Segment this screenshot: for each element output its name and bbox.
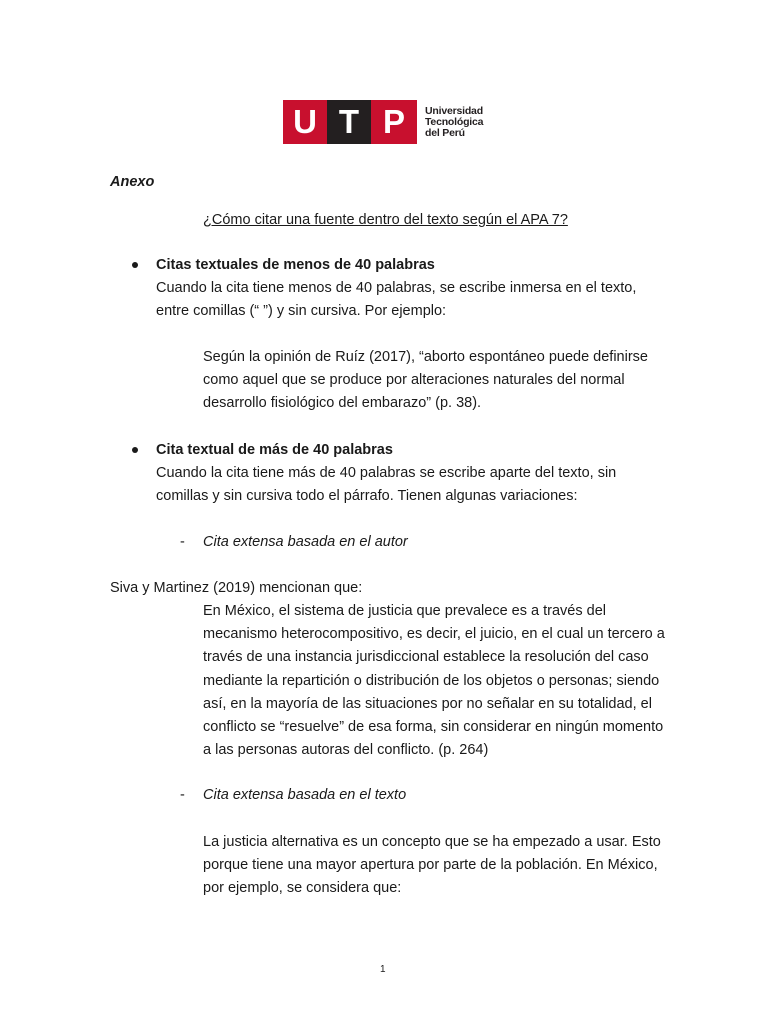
example-line: desarrollo fisiológico del embarazo” (p. 38).: [203, 395, 482, 412]
variant-1-intro: Siva y Martinez (2019) mencionan que:: [110, 580, 363, 596]
logo-line-2: Tecnológica: [425, 115, 484, 128]
logo-line-3: del Perú: [425, 126, 465, 139]
annex-label: Anexo: [110, 174, 155, 190]
quote-line: porque tiene una mayor apertura por parte de la población. En México,: [203, 857, 658, 874]
variant-2-label: Cita extensa basada en el texto: [203, 787, 407, 803]
variant-2-quote: [203, 831, 661, 901]
quote-line: mediante la repartición o distribución de los objetos o personas; siendo: [203, 672, 660, 689]
dash-marker: -: [180, 787, 185, 803]
quote-line: través de una instancia jurisdiccional establece la resolución del caso: [203, 649, 649, 666]
utp-logo: [283, 100, 483, 144]
logo-wordmark: [425, 106, 483, 139]
logo-letter-t: T: [327, 100, 371, 144]
example-line: Según la opinión de Ruíz (2017), “aborto espontáneo puede definirse: [203, 349, 648, 365]
section-2-line-1: Cuando la cita tiene más de 40 palabras se escribe aparte del texto, sin: [156, 465, 617, 481]
section-1-line-1: Cuando la cita tiene menos de 40 palabras, se escribe inmersa en el texto,: [156, 280, 637, 296]
section-1-heading: Citas textuales de menos de 40 palabras: [156, 257, 435, 273]
logo-letter-p: P: [371, 100, 417, 144]
quote-line: a las personas autoras del conflicto. (p. 264): [203, 742, 489, 759]
dash-marker: -: [180, 534, 185, 550]
quote-line: conflicto se “resuelve” de esa forma, sin considerar en ningún momento: [203, 718, 664, 735]
logo-line-1: Universidad: [425, 104, 483, 117]
quote-line: así, en la mayoría de las situaciones por no señalar en su totalidad, el: [203, 695, 652, 712]
bullet-dot: [132, 262, 138, 268]
section-1-example: [203, 346, 648, 416]
example-line: como aquel que se produce por alteraciones naturales del normal: [203, 372, 625, 389]
section-1-line-2: entre comillas (“ ”) y sin cursiva. Por ejemplo:: [156, 303, 447, 319]
quote-line: por ejemplo, se considera que:: [203, 880, 402, 897]
variant-1-label: Cita extensa basada en el autor: [203, 534, 408, 550]
quote-line: La justicia alternativa es un concepto que se ha empezado a usar. Esto: [203, 834, 661, 850]
page-number: 1: [380, 964, 386, 975]
logo-letter-u: U: [283, 100, 327, 144]
bullet-dot: [132, 447, 138, 453]
quote-line: En México, el sistema de justicia que prevalece es a través del: [203, 603, 606, 619]
document-title: ¿Cómo citar una fuente dentro del texto según el APA 7?: [203, 212, 568, 228]
section-2-heading: Cita textual de más de 40 palabras: [156, 442, 393, 458]
section-2-line-2: comillas y sin cursiva todo el párrafo. Tienen algunas variaciones:: [156, 488, 578, 504]
quote-line: mecanismo heterocompositivo, es decir, el juicio, en el cual un tercero a: [203, 626, 665, 643]
variant-1-quote: [203, 600, 665, 762]
